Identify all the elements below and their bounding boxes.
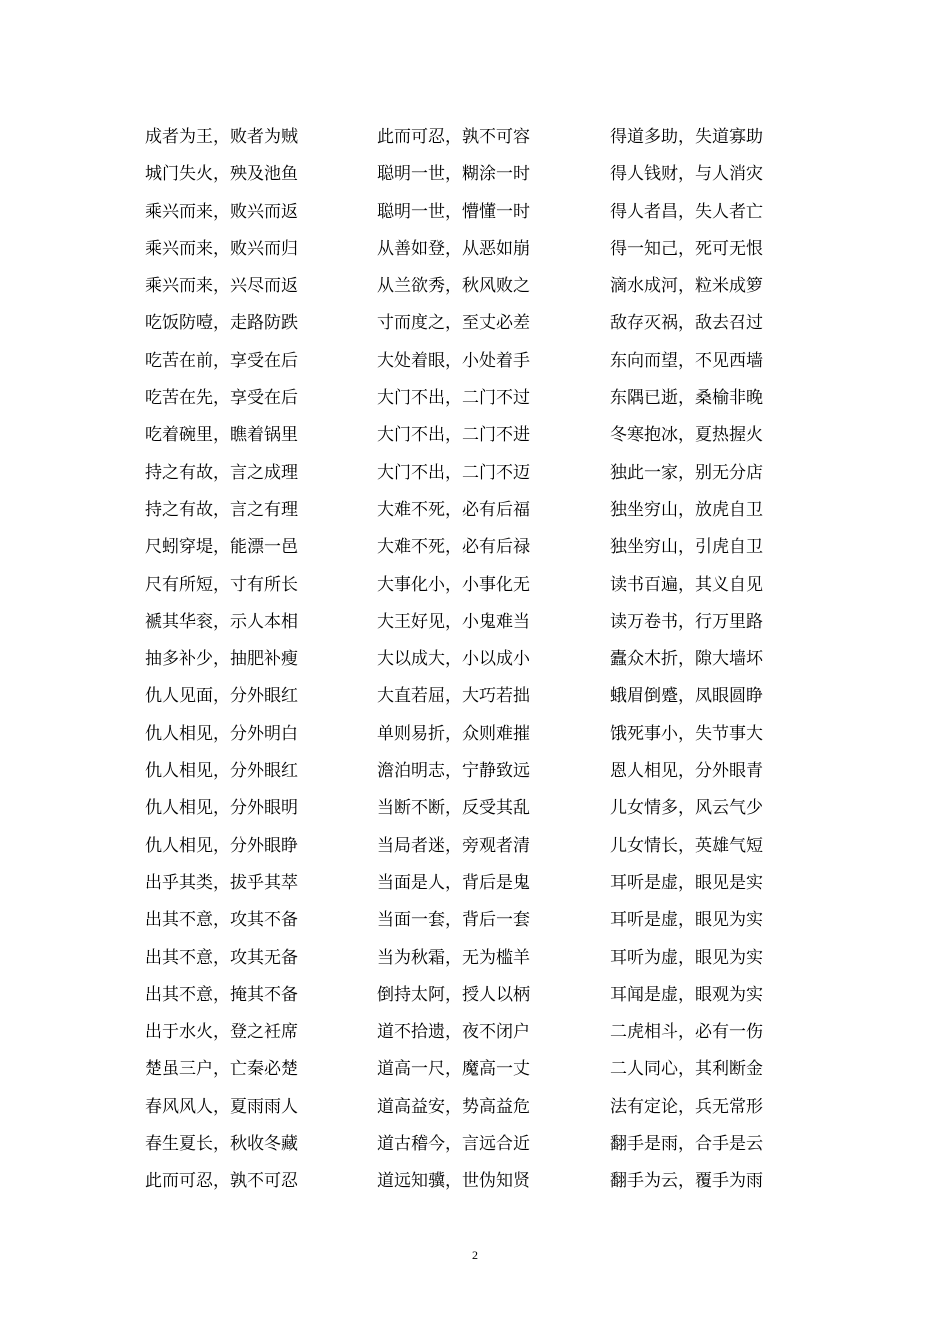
idiom-entry: 大直若屈，大巧若拙 [377,686,530,707]
idiom-entry: 儿女情长，英雄气短 [610,835,763,856]
idiom-entry: 冬寒抱冰，夏热握火 [610,425,763,446]
idiom-entry: 道古稽今，言远合近 [377,1134,530,1155]
idiom-entry: 大处着眼，小处着手 [377,350,530,371]
idiom-entry: 得人钱财，与人消灾 [610,164,763,185]
idiom-entry: 聪明一世，糊涂一时 [377,164,530,185]
idiom-entry: 乘兴而来，败兴而返 [145,201,298,222]
idiom-entry: 耳听是虚，眼见是实 [610,872,763,893]
idiom-entry: 大门不出，二门不过 [377,388,530,409]
page-number: 2 [472,1248,478,1262]
idiom-entry: 法有定论，兵无常形 [610,1096,763,1117]
idiom-entry: 澹泊明志，宁静致远 [377,761,530,782]
idiom-entry: 乘兴而来，败兴而归 [145,238,298,259]
idiom-entry: 此而可忍，孰不可忍 [145,1171,298,1192]
idiom-entry: 道高一尺，魔高一丈 [377,1059,530,1080]
idiom-entry: 出其不意，掩其不备 [145,984,298,1005]
idiom-entry: 独坐穷山，放虎自卫 [610,499,763,520]
idiom-entry: 大门不出，二门不迈 [377,462,530,483]
idiom-entry: 翻手为云，覆手为雨 [610,1171,763,1192]
idiom-column-3 [610,119,850,1201]
idiom-entry: 独坐穷山，引虎自卫 [610,537,763,558]
idiom-entry: 成者为王，败者为贼 [145,127,298,147]
idiom-entry: 读万卷书，行万里路 [610,611,763,632]
idiom-entry: 耳听是虚，眼见为实 [610,910,763,931]
idiom-entry: 楚虽三户，亡秦必楚 [145,1059,298,1080]
idiom-entry: 仇人相见，分外眼明 [145,798,298,819]
idiom-entry: 从兰欲秀，秋风败之 [377,276,530,297]
idiom-entry: 出其不意，攻其不备 [145,910,298,931]
idiom-entry: 当局者迷，旁观者清 [377,835,530,856]
idiom-entry: 吃苦在先，享受在后 [145,388,298,409]
idiom-entry: 当面是人，背后是鬼 [377,872,530,893]
idiom-entry: 耳闻是虚，眼观为实 [610,984,763,1005]
idiom-entry: 从善如登，从恶如崩 [377,238,530,259]
idiom-entry: 道远知骥，世伪知贤 [377,1171,530,1192]
idiom-entry: 春风风人，夏雨雨人 [145,1096,298,1117]
idiom-entry: 单则易折，众则难摧 [377,723,530,744]
idiom-entry: 当面一套，背后一套 [377,910,530,931]
idiom-entry: 仇人相见，分外眼睁 [145,835,298,856]
idiom-column-1 [145,119,385,1201]
idiom-entry: 抽多补少，抽肥补瘦 [145,649,298,670]
idiom-entry: 吃着碗里，瞧着锅里 [145,425,298,446]
idiom-entry: 出乎其类，拔乎其萃 [145,872,298,893]
idiom-entry: 寸而度之，至丈必差 [377,313,530,334]
idiom-entry: 蛾眉倒蹙，凤眼圆睁 [610,686,763,707]
idiom-entry: 道高益安，势高益危 [377,1096,530,1117]
idiom-entry: 仇人见面，分外眼红 [145,686,298,707]
idiom-entry: 倒持太阿，授人以柄 [377,984,530,1005]
idiom-entry: 尺蚓穿堤，能漂一邑 [145,537,298,558]
idiom-entry: 春生夏长，秋收冬藏 [145,1134,298,1155]
idiom-entry: 敌存灭祸，敌去召过 [610,313,763,334]
idiom-entry: 大以成大，小以成小 [377,649,530,670]
idiom-entry: 大难不死，必有后福 [377,499,530,520]
idiom-entry: 翻手是雨，合手是云 [610,1134,763,1155]
idiom-entry: 褫其华衮，示人本相 [145,611,298,632]
idiom-entry: 持之有故，言之有理 [145,499,298,520]
idiom-entry: 饿死事小，失节事大 [610,723,763,744]
idiom-entry: 大事化小，小事化无 [377,574,530,595]
idiom-entry: 出于水火，登之衽席 [145,1022,298,1043]
idiom-entry: 二人同心，其利断金 [610,1059,763,1080]
idiom-entry: 吃饭防噎，走路防跌 [145,313,298,334]
idiom-entry: 耳听为虚，眼见为实 [610,947,763,968]
idiom-entry: 读书百遍，其义自见 [610,574,763,595]
idiom-entry: 乘兴而来，兴尽而返 [145,276,298,297]
idiom-entry: 尺有所短，寸有所长 [145,574,298,595]
idiom-entry: 得一知己，死可无恨 [610,238,763,259]
idiom-entry: 吃苦在前，享受在后 [145,350,298,371]
idiom-entry: 独此一家，别无分店 [610,462,763,483]
idiom-entry: 东隅已逝，桑榆非晚 [610,388,763,409]
idiom-entry: 恩人相见，分外眼青 [610,761,763,782]
idiom-entry: 此而可忍，孰不可容 [377,127,530,147]
idiom-entry: 大门不出，二门不进 [377,425,530,446]
idiom-entry: 仇人相见，分外明白 [145,723,298,744]
idiom-entry: 聪明一世，懵懂一时 [377,201,530,222]
idiom-entry: 道不拾遗，夜不闭户 [377,1022,530,1043]
idiom-entry: 得人者昌，失人者亡 [610,201,763,222]
idiom-column-2 [377,119,617,1201]
idiom-entry: 儿女情多，风云气少 [610,798,763,819]
idiom-entry: 出其不意，攻其无备 [145,947,298,968]
idiom-entry: 当断不断，反受其乱 [377,798,530,819]
idiom-entry: 蠹众木折，隙大墙坏 [610,649,763,670]
idiom-entry: 当为秋霜，无为槛羊 [377,947,530,968]
idiom-entry: 大难不死，必有后禄 [377,537,530,558]
idiom-entry: 持之有故，言之成理 [145,462,298,483]
idiom-entry: 得道多助，失道寡助 [610,127,763,147]
idiom-entry: 城门失火，殃及池鱼 [145,164,298,185]
idiom-entry: 滴水成河，粒米成箩 [610,276,763,297]
idiom-entry: 二虎相斗，必有一伤 [610,1022,763,1043]
idiom-entry: 大王好见，小鬼难当 [377,611,530,632]
idiom-entry: 东向而望，不见西墙 [610,350,763,371]
idiom-entry: 仇人相见，分外眼红 [145,761,298,782]
